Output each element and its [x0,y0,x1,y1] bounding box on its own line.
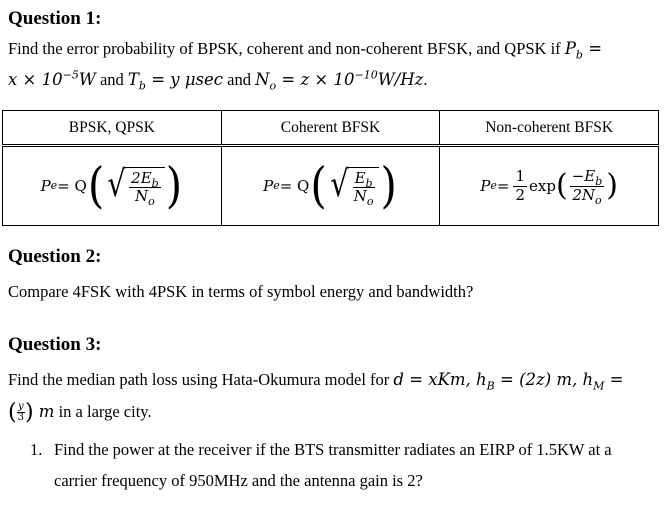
header-bpsk-qpsk: BPSK, QPSK [3,111,222,146]
pb-equals: = [582,39,603,58]
list-item-number: 1. [30,440,43,459]
list-item-line-1: Find the power at the receiver if the BTS transmitter radiates an EIRP of 1.5KW at a [54,440,612,459]
path-loss-params: d = xKm, $h_B = (2z)$ m, $h_M$ = [393,370,624,393]
header-noncoherent-bfsk: Non-coherent BFSK [440,111,659,146]
formula-coherent-bfsk: P e = Q ( √ $\frac{E_b}{N_o}$ ) [221,146,440,226]
table-formula-row [3,146,659,226]
pb-symbol: $P_b$ [564,39,583,62]
formula-noncoherent-bfsk: P e = $\frac{1}{2}$ exp ( $\frac{-E_b}{2N_o}$ ) [440,146,659,226]
header-coherent-bfsk: Coherent BFSK [221,111,440,146]
hm-value: ( $\frac{y}{3}$ ) m [8,400,55,425]
tb-value: $T_b = y$ μsec [127,70,224,93]
question-3-heading: Question 3: [8,334,102,355]
question-3-text: Find the median path loss using Hata-Okumura model for [8,370,394,389]
list-item-line-2: carrier frequency of 950MHz and the antenna gain is 2? [54,471,423,490]
question-2-heading: Question 2: [8,246,102,267]
error-probability-table [2,110,659,226]
table-header-row [3,111,659,146]
large-city-text: in a large city. [54,402,152,421]
question-1-text: Find the error probability of BPSK, coherent and non-coherent BFSK, and QPSK if [8,39,565,58]
question-1-line-2 [8,68,428,93]
question-1-heading: Question 1: [8,8,102,29]
question-3-line-1 [8,370,624,393]
and-text-2: and [223,70,256,89]
and-text-1: and [95,70,128,89]
pb-value: $x \times 10^{-5}W$ [8,68,96,89]
question-2-text: Compare 4FSK with 4PSK in terms of symbol energy and bandwidth? [8,282,474,301]
formula-bpsk: P e = Q ( √ $\frac{2E_b}{N_o}$ ) [3,146,222,226]
question-1-line-1 [8,39,603,62]
no-value: $N_o = z \times 10^{-10}W/Hz$ [255,68,424,93]
period: . [423,70,428,89]
question-3-line-2 [8,400,152,425]
